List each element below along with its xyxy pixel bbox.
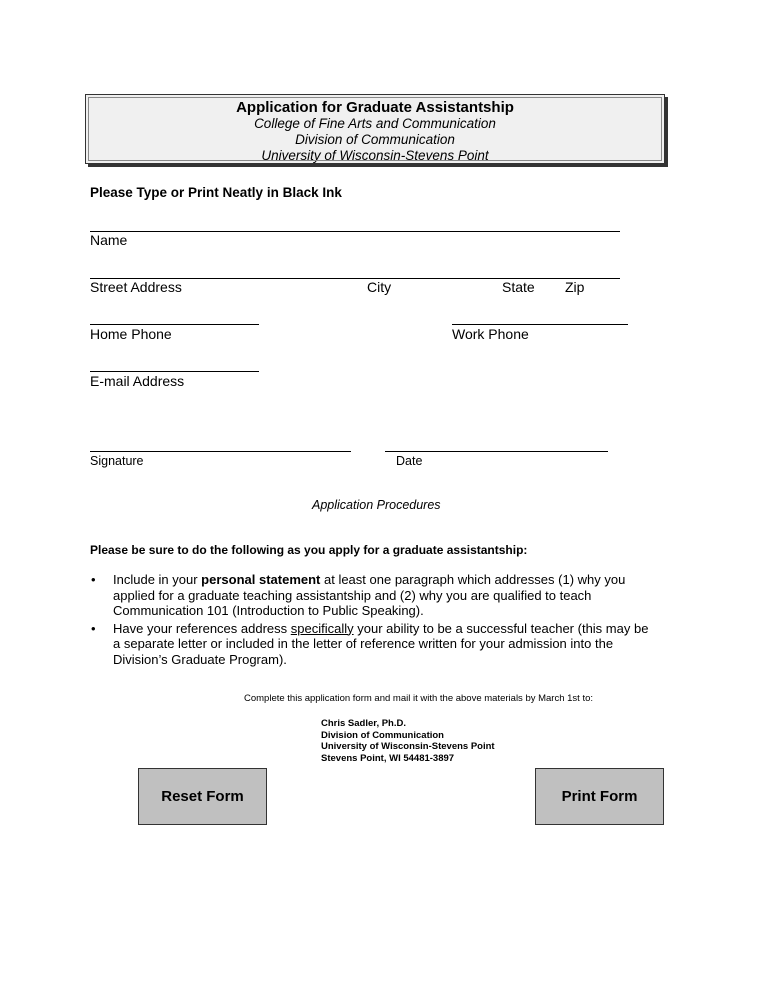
emphasis: personal statement <box>201 572 321 587</box>
address-field[interactable] <box>90 262 620 279</box>
emphasis: specifically <box>290 620 354 636</box>
work-phone-label: Work Phone <box>452 326 529 342</box>
address-line: Stevens Point, WI 54481-3897 <box>321 752 455 764</box>
text: your ability to be a successful teacher (this may be a separate letter or included in the letter of reference written for your admission into the Division’s Graduate Program). <box>113 620 649 667</box>
procedures-list <box>89 572 659 669</box>
home-phone-label: Home Phone <box>90 326 172 342</box>
city-label: City <box>367 279 392 295</box>
text: at least one paragraph which addresses (1) why you applied for a graduate teaching assistantship and (2) why you are qualified to teach Communication 101 (Introduction to Public Speaking). <box>113 572 626 618</box>
date-field[interactable] <box>385 435 608 452</box>
procedure-item-personal-statement <box>89 572 659 619</box>
street-label: Street Address <box>90 279 182 295</box>
date-label: Date <box>396 454 423 468</box>
mailing-address <box>321 718 495 764</box>
signature-label: Signature <box>90 454 144 468</box>
zip-label: Zip <box>565 279 585 295</box>
college-name: College of Fine Arts and Communication <box>254 116 496 131</box>
text: Have your references address <box>113 620 291 636</box>
name-field[interactable] <box>90 215 620 232</box>
work-phone-field[interactable] <box>452 308 628 325</box>
address-line: Chris Sadler, Ph.D. <box>321 718 406 729</box>
procedures-intro: Please be sure to do the following as you apply for a graduate assistantship: <box>90 543 528 557</box>
email-field[interactable] <box>90 355 259 372</box>
home-phone-field[interactable] <box>90 308 259 325</box>
header-box <box>85 94 665 164</box>
email-label: E-mail Address <box>90 373 185 389</box>
form-title: Application for Graduate Assistantship <box>236 99 514 116</box>
instruction-text: Please Type or Print Neatly in Black Ink <box>90 185 342 200</box>
name-label: Name <box>90 232 128 248</box>
procedure-item-references <box>89 621 659 668</box>
procedures-title: Application Procedures <box>312 498 441 512</box>
division-name: Division of Communication <box>295 132 455 147</box>
university-name: University of Wisconsin-Stevens Point <box>261 148 489 163</box>
reset-form-button[interactable]: Reset Form <box>138 768 267 825</box>
signature-field[interactable] <box>90 435 351 452</box>
print-form-button[interactable]: Print Form <box>535 768 664 825</box>
text: Include in your <box>113 572 202 587</box>
address-line: Division of Communication <box>321 729 444 741</box>
state-label: State <box>502 279 535 295</box>
mail-note: Complete this application form and mail it with the above materials by March 1st to: <box>244 693 594 704</box>
address-line: University of Wisconsin-Stevens Point <box>321 741 495 752</box>
